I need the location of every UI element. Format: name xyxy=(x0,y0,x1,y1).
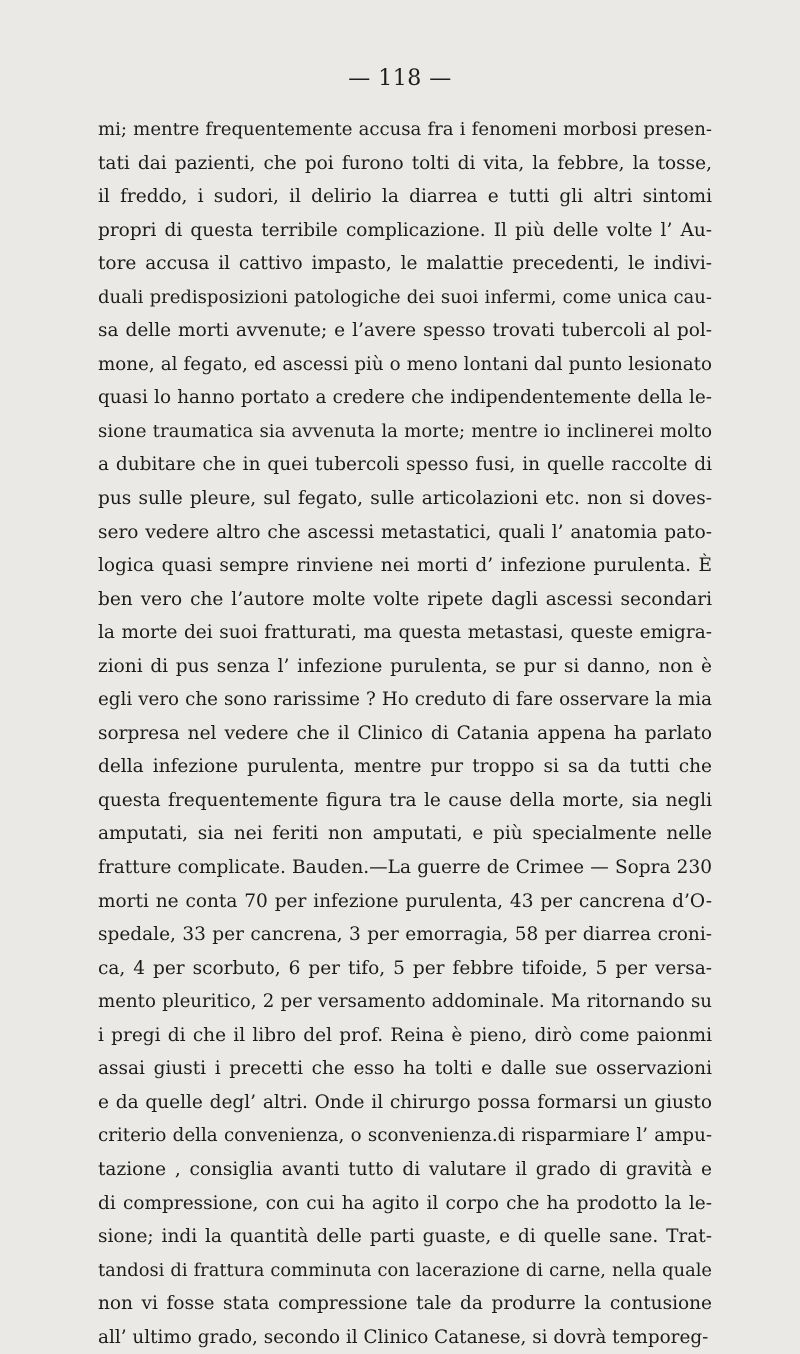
text-line: zioni di pus senza l’ infezione purulenta, se pur si danno, non è xyxy=(98,655,712,677)
text-line: fratture complicate. Bauden.—La guerre de Crimee — Sopra 230 xyxy=(98,857,712,879)
page-number: — 118 — xyxy=(348,66,452,91)
text-line: questa frequentemente figura tra le cause della morte, sia negli xyxy=(98,789,712,811)
text-line: tore accusa il cattivo impasto, le malattie precedenti, le indivi- xyxy=(98,253,712,275)
text-line: amputati, sia nei feriti non amputati, e più specialmente nelle xyxy=(98,823,712,845)
text-line: e da quelle degl’ altri. Onde il chirurgo possa formarsi un giusto xyxy=(98,1091,712,1113)
text-line: tandosi di frattura comminuta con lacerazione di carne, nella quale xyxy=(98,1259,712,1281)
text-line: ca, 4 per scorbuto, 6 per tifo, 5 per febbre tifoide, 5 per versa- xyxy=(98,957,712,979)
text-line: morti ne conta 70 per infezione purulenta, 43 per cancrena d’O- xyxy=(98,890,712,912)
text-line: tati dai pazienti, che poi furono tolti di vita, la febbre, la tosse, xyxy=(98,152,712,174)
text-line: pus sulle pleure, sul fegato, sulle articolazioni etc. non si doves- xyxy=(98,488,712,510)
text-line: non vi fosse stata compressione tale da produrre la contusione xyxy=(98,1293,712,1315)
text-line: all’ ultimo grado, secondo il Clinico Catanese, si dovrà temporeg- xyxy=(98,1326,709,1348)
body-text xyxy=(98,113,712,1354)
text-line: sione traumatica sia avvenuta la morte; mentre io inclinerei molto xyxy=(98,420,712,442)
text-line: sa delle morti avvenute; e l’avere spesso trovati tubercoli al pol- xyxy=(98,320,712,342)
text-line: egli vero che sono rarissime ? Ho creduto di fare osservare la mia xyxy=(98,689,712,711)
text-line: sorpresa nel vedere che il Clinico di Catania appena ha parlato xyxy=(98,722,712,744)
text-line: quasi lo hanno portato a credere che indipendentemente della le- xyxy=(98,387,712,409)
text-line: della infezione purulenta, mentre pur troppo si sa da tutti che xyxy=(98,756,712,778)
text-line: di compressione, con cui ha agito il corpo che ha prodotto la le- xyxy=(98,1192,712,1214)
text-line: criterio della convenienza, o sconvenienza.di risparmiare l’ ampu- xyxy=(98,1125,712,1147)
text-line: mi; mentre frequentemente accusa fra i fenomeni morbosi presen- xyxy=(98,119,712,140)
text-line: la morte dei suoi fratturati, ma questa metastasi, queste emigra- xyxy=(98,622,712,644)
text-line: tazione , consiglia avanti tutto di valutare il grado di gravità e xyxy=(98,1158,712,1180)
text-line: il freddo, i sudori, il delirio la diarrea e tutti gli altri sintomi xyxy=(98,186,712,208)
text-line: assai giusti i precetti che esso ha tolti e dalle sue osservazioni xyxy=(98,1058,712,1080)
text-line: logica quasi sempre rinviene nei morti d’ infezione purulenta. È xyxy=(98,555,712,577)
text-line: sero vedere altro che ascessi metastatici, quali l’ anatomia pato- xyxy=(98,521,712,543)
text-line: sione; indi la quantità delle parti guaste, e di quelle sane. Trat- xyxy=(98,1226,712,1248)
text-line: ben vero che l’autore molte volte ripete dagli ascessi secondari xyxy=(98,588,712,610)
text-line: mento pleuritico, 2 per versamento addominale. Ma ritornando su xyxy=(98,991,712,1013)
text-line: mone, al fegato, ed ascessi più o meno lontani dal punto lesionato xyxy=(98,353,712,375)
text-line: i pregi di che il libro del prof. Reina è pieno, dirò come paionmi xyxy=(98,1024,712,1046)
text-line: spedale, 33 per cancrena, 3 per emorragia, 58 per diarrea croni- xyxy=(98,924,712,946)
text-line: duali predisposizioni patologiche dei suoi infermi, come unica cau- xyxy=(98,286,712,308)
text-line: a dubitare che in quei tubercoli spesso fusi, in quelle raccolte di xyxy=(98,454,712,476)
text-line: propri di questa terribile complicazione. Il più delle volte l’ Au- xyxy=(98,219,712,241)
